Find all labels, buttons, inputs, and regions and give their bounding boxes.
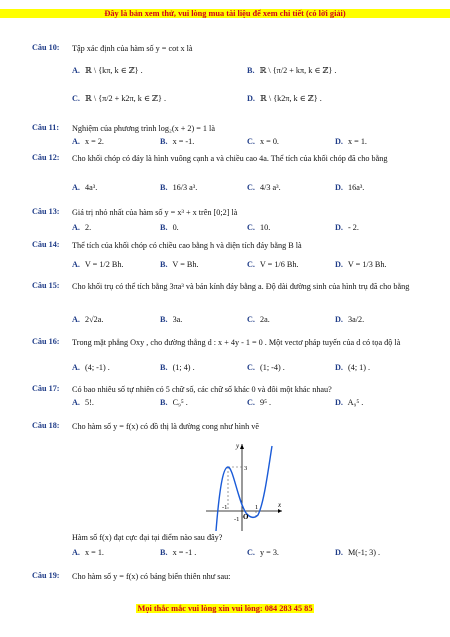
option-d[interactable]: D. V = 1/3 Bh. — [335, 260, 387, 269]
y-axis-arrow-icon — [240, 444, 244, 449]
function-graph — [206, 441, 286, 533]
option-a[interactable]: A. 5!. — [72, 398, 94, 407]
option-a[interactable]: A. 2. — [72, 223, 92, 232]
question-text: Có bao nhiêu số tự nhiên có 5 chữ số, các chữ số khác 0 và đôi một khác nhau? — [72, 385, 332, 394]
option-c[interactable]: C. 10. — [247, 223, 271, 232]
contact-footer: Mọi thắc mắc vui lòng xin vui lòng: 084 283 45 85 — [137, 604, 313, 613]
option-d[interactable]: D. M(-1; 3) . — [335, 548, 381, 557]
tick-neg1-y: -1 — [234, 516, 240, 523]
question-label: Câu 13: — [32, 207, 60, 216]
option-a[interactable]: A. (4; -1) . — [72, 363, 110, 372]
option-d[interactable]: D. 3a/2. — [335, 315, 365, 324]
tick-3: 3 — [244, 465, 248, 472]
question-text: Trong mặt phẳng Oxy , cho đường thẳng d : x + 4y - 1 = 0 . Một vectơ pháp tuyến của d có tọa độ là — [72, 338, 401, 347]
option-d[interactable]: D. A₉⁵ . — [335, 398, 364, 407]
option-d[interactable]: D. x = 1. — [335, 137, 367, 146]
option-c[interactable]: C. x = 0. — [247, 137, 279, 146]
question-text: Tập xác định của hàm số y = cot x là — [72, 44, 193, 53]
question-label: Câu 16: — [32, 337, 60, 346]
option-a[interactable]: A. 4a³. — [72, 183, 98, 192]
option-c[interactable]: C. 4/3 a³. — [247, 183, 281, 192]
question-text: Cho khối chóp có đáy là hình vuông cạnh a và chiều cao 4a. Thể tích của khối chóp đã cho bằng — [72, 154, 388, 163]
option-c[interactable]: C. (1; -4) . — [247, 363, 285, 372]
question-label: Câu 19: — [32, 571, 60, 580]
preview-banner: Đây là bản xem thử, vui lòng mua tài liệu để xem chi tiết (có lời giải) — [0, 9, 450, 18]
tick-neg1-x: -1 — [222, 504, 228, 511]
question-subtext: Hàm số f(x) đạt cực đại tại điểm nào sau đây? — [72, 533, 223, 542]
option-b[interactable]: B. 16/3 a³. — [160, 183, 198, 192]
question-label: Câu 14: — [32, 240, 60, 249]
origin-label: O — [243, 513, 249, 521]
option-d[interactable]: D. (4; 1) . — [335, 363, 371, 372]
question-label: Câu 15: — [32, 281, 60, 290]
question-label: Câu 12: — [32, 153, 60, 162]
option-d[interactable]: D. ℝ \ {k2π, k ∈ ℤ} . — [247, 94, 322, 103]
tick-1: 1 — [255, 504, 259, 511]
option-c[interactable]: C. 2a. — [247, 315, 270, 324]
option-c[interactable]: C. 9⁵ . — [247, 398, 272, 407]
option-b[interactable]: B. x = -1. — [160, 137, 195, 146]
option-a[interactable]: A. x = 1. — [72, 548, 104, 557]
option-b[interactable]: B. ℝ \ {π/2 + kπ, k ∈ ℤ} . — [247, 66, 337, 75]
option-b[interactable]: B. 0. — [160, 223, 179, 232]
question-text: Cho khối trụ có thể tích bằng 3πa³ và bán kính đáy bằng a. Độ dài đường sinh của hình trụ đã cho bằng — [72, 282, 410, 291]
option-c[interactable]: C. ℝ \ {π/2 + k2π, k ∈ ℤ} . — [72, 94, 166, 103]
option-b[interactable]: B. C₉⁵ . — [160, 398, 188, 407]
question-label: Câu 10: — [32, 43, 60, 52]
question-text: Thể tích của khối chóp có chiều cao bằng h và diện tích đáy bằng B là — [72, 241, 302, 250]
option-b[interactable]: B. x = -1 . — [160, 548, 197, 557]
question-label: Câu 18: — [32, 421, 60, 430]
question-label: Câu 11: — [32, 123, 60, 132]
question-label: Câu 17: — [32, 384, 60, 393]
option-a[interactable]: A. V = 1/2 Bh. — [72, 260, 124, 269]
option-b[interactable]: B. (1; 4) . — [160, 363, 195, 372]
x-axis-arrow-icon — [278, 509, 282, 513]
question-text: Nghiệm của phương trình log₂(x + 2) = 1 là — [72, 124, 215, 133]
option-c[interactable]: C. V = 1/6 Bh. — [247, 260, 299, 269]
option-a[interactable]: A. 2√2a. — [72, 315, 104, 324]
option-a[interactable]: A. ℝ \ {kπ, k ∈ ℤ} . — [72, 66, 143, 75]
option-b[interactable]: B. 3a. — [160, 315, 183, 324]
option-b[interactable]: B. V = Bh. — [160, 260, 199, 269]
question-text: Cho hàm số y = f(x) có đồ thị là đường cong như hình vẽ — [72, 422, 260, 431]
x-axis-label: x — [278, 501, 282, 509]
question-text: Giá trị nhỏ nhất của hàm số y = x³ + x trên [0;2] là — [72, 208, 238, 217]
option-a[interactable]: A. x = 2. — [72, 137, 104, 146]
option-c[interactable]: C. y = 3. — [247, 548, 279, 557]
option-d[interactable]: D. - 2. — [335, 223, 359, 232]
y-axis-label: y — [236, 442, 240, 450]
question-text: Cho hàm số y = f(x) có bảng biến thiên như sau: — [72, 572, 231, 581]
option-d[interactable]: D. 16a³. — [335, 183, 365, 192]
